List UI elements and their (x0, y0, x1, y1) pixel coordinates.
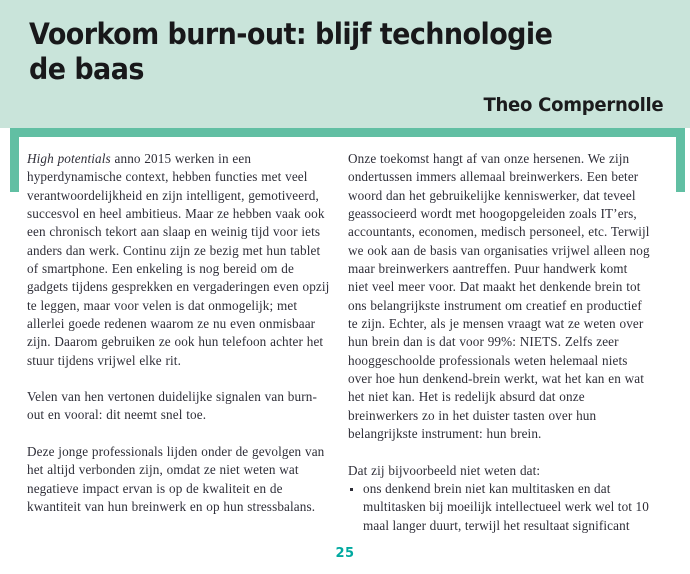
author-byline: Theo Compernolle (483, 94, 663, 116)
paragraph (27, 150, 330, 370)
paragraph: Deze jonge professionals lijden onder de gevolgen van het altijd verbonden zijn, omdat ze niet weten wat negatieve impact ervan is op de kwaliteit en de kwantiteit van hun breinwerk en op hun stressbalans. (27, 443, 325, 514)
list-item: ons denkend brein niet kan multitasken en dat multitasken bij moeilijk intellectueel werk wel tot 10 maal langer duurt, terwijl het resultaat significant (348, 480, 651, 535)
lead-italic-phrase: High potentials (27, 151, 111, 166)
accent-rule (10, 128, 685, 137)
paragraph: Onze toekomst hangt af van onze hersenen. We zijn ondertussen immers allemaal breinwerkers. Een beter woord dan het gebruikelijke kenniswerker, dat teveel geassocieerd wordt met hoogopgeleiden zoals IT’ers, accountants, economen, medisch personeel, etc. Terwijl we ook aan de basis van organisaties vrijwel alleen nog maar breinwerkers aantreffen. Puur handwerk komt niet veel meer voor. Dat maakt het denkende brein tot ons belangrijkste instrument om creatief en productief te zijn. Echter, als je mensen vraagt wat ze weten over hun brein dan is dat voor 99%: NIETS. Zelfs zeer hooggeschoolde professionals weten helemaal niets over hoe hun denkend-brein werkt, wat het kan en wat het niet kan. Het is redelijk absurd dat onze breinwerkers zo in het duister tasten over hun belangrijkste instrument: hun brein. (348, 151, 650, 442)
page-title: Voorkom burn-out: blijf technologie de baas (29, 17, 553, 86)
article-column-right (348, 150, 651, 535)
paragraph-text: anno 2015 werken in een hyperdynamische context, hebben functies met veel verantwoordelijkheid en zijn intelligent, gemotiveerd, succesvol en heel ambitieus. Maar ze hebben vaak ook een chronisch tekort aan slaap en weinig tijd voor iets anders dan werk. Continu zijn ze bezig met hun tablet of smartphone. Een enkeling is nog bereid om de gadgets tijdens gesprekken en vergaderingen even opzij te leggen, maar voor velen is dat onmogelijk; met allerlei goede redenen waarom ze nu even onmisbaar zijn. Daarom gebruiken ze ook hun telefoon achter het stuur tijdens vrijwel elke rit. (27, 151, 330, 368)
article-body (0, 150, 690, 533)
paragraph: Dat zij bijvoorbeeld niet weten dat: (348, 462, 541, 478)
page-number: 25 (335, 546, 355, 561)
bullet-list (348, 480, 651, 535)
header-band (0, 0, 690, 128)
article-column-left (27, 150, 330, 516)
paragraph: Velen van hen vertonen duidelijke signalen van burn-out en vooral: dit neemt snel toe. (27, 389, 317, 423)
